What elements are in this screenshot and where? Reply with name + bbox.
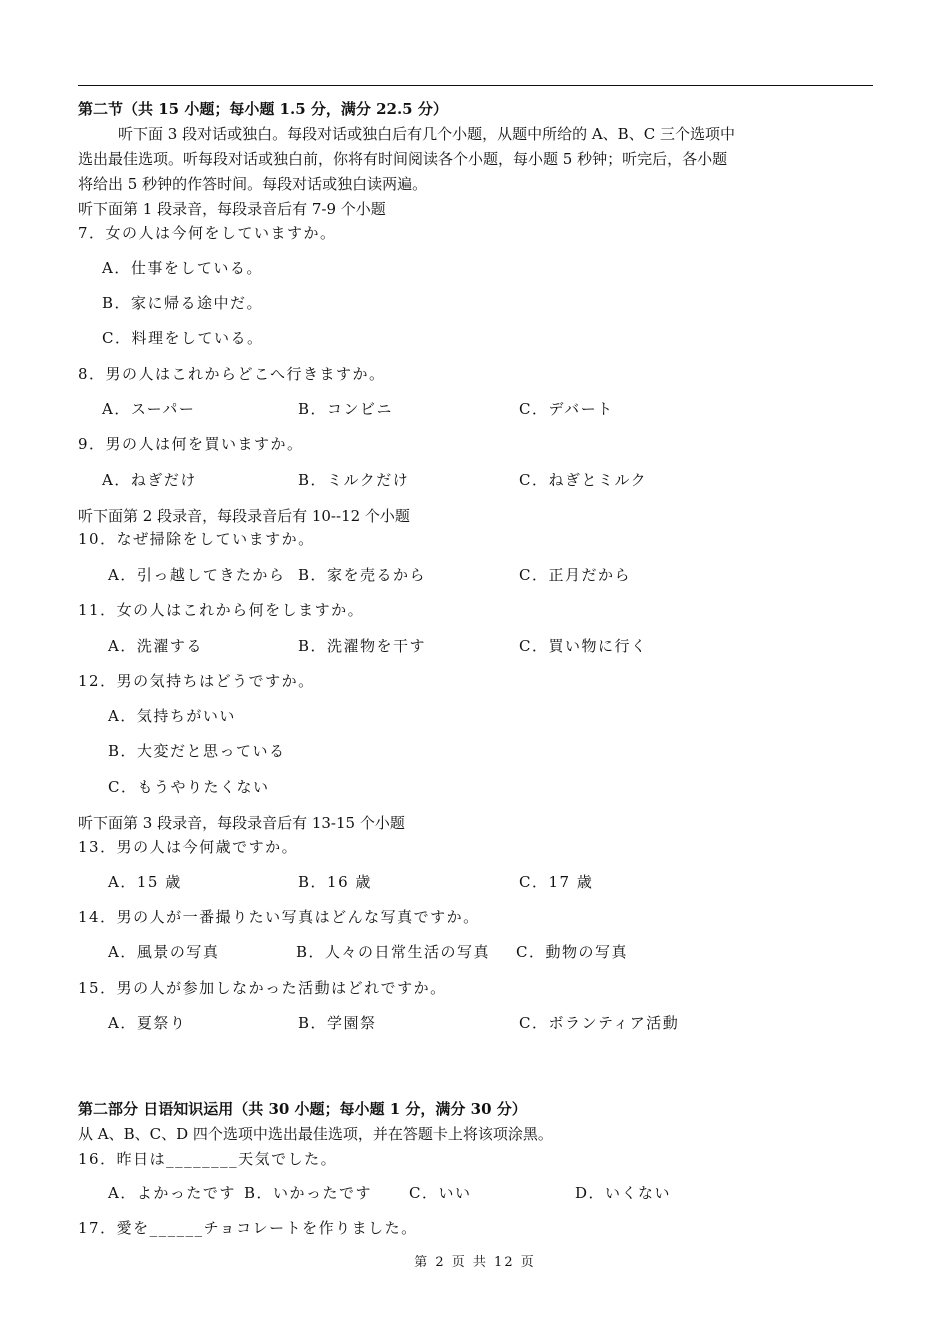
question-10: 10．なぜ掃除をしていますか。 [78,530,315,548]
section-title: 第二节（共 15 小题；每小题 1.5 分，满分 22.5 分） [78,100,448,118]
q13-option-a[interactable]: A．15 歳 [108,873,182,891]
q16-option-a[interactable]: A．よかったです [108,1184,236,1202]
q11-option-b[interactable]: B．洗濯物を干す [298,637,427,655]
q9-option-a[interactable]: A．ねぎだけ [102,471,197,489]
instruction-line-3: 将给出 5 秒钟的作答时间。每段对话或独白读两遍。 [78,175,428,193]
group-3-intro: 听下面第 3 段录音，每段录音后有 13-15 个小题 [78,814,405,832]
q14-option-b[interactable]: B．人々の日常生活の写真 [296,943,491,961]
part2-instruction: 从 A、B、C、D 四个选项中选出最佳选项，并在答题卡上将该项涂黑。 [78,1125,553,1143]
page-footer: 第 2 页 共 12 页 [414,1255,536,1270]
q12-option-c[interactable]: C．もうやりたくない [108,778,270,796]
q7-option-c[interactable]: C．料理をしている。 [102,329,264,347]
q11-option-a[interactable]: A．洗濯する [108,637,203,655]
q16-option-c[interactable]: C．いい [409,1184,472,1202]
q10-option-a[interactable]: A．引っ越してきたから [108,566,286,584]
q9-option-c[interactable]: C．ねぎとミルク [519,471,648,489]
question-16: 16．昨日は________天気でした。 [78,1150,338,1168]
question-17: 17．愛を______チョコレートを作りました。 [78,1219,418,1237]
q15-option-b[interactable]: B．学園祭 [298,1014,377,1032]
q11-option-c[interactable]: C．買い物に行く [519,637,648,655]
question-7: 7．女の人は今何をしていますか。 [78,224,337,242]
q8-option-a[interactable]: A．スーパー [102,400,196,418]
q10-option-b[interactable]: B．家を売るから [298,566,427,584]
instruction-line-1: 听下面 3 段对话或独白。每段对话或独白后有几个小题，从题中所给的 A、B、C 三个选项中 [118,125,735,143]
q9-option-b[interactable]: B．ミルクだけ [298,471,410,489]
q8-option-b[interactable]: B．コンビニ [298,400,394,418]
q7-option-b[interactable]: B．家に帰る途中だ。 [102,294,264,312]
q13-option-b[interactable]: B．16 歳 [298,873,372,891]
question-8: 8．男の人はこれからどこへ行きますか。 [78,365,386,383]
question-14: 14．男の人が一番撮りたい写真はどんな写真ですか。 [78,908,480,926]
q14-option-a[interactable]: A．風景の写真 [108,943,220,961]
q15-option-c[interactable]: C．ボランティア活動 [519,1014,680,1032]
q14-option-c[interactable]: C．動物の写真 [516,943,628,961]
question-13: 13．男の人は今何歳ですか。 [78,838,299,856]
question-9: 9．男の人は何を買いますか。 [78,435,304,453]
q16-option-d[interactable]: D．いくない [575,1184,672,1202]
q7-option-a[interactable]: A．仕事をしている。 [102,259,263,277]
q15-option-a[interactable]: A．夏祭り [108,1014,187,1032]
part2-title: 第二部分 日语知识运用（共 30 小题；每小题 1 分，满分 30 分） [78,1100,527,1118]
question-12: 12．男の気持ちはどうですか。 [78,672,315,690]
q12-option-b[interactable]: B．大変だと思っている [108,742,286,760]
q12-option-a[interactable]: A．気持ちがいい [108,707,236,725]
instruction-line-2: 选出最佳选项。听每段对话或独白前，你将有时间阅读各个小题，每小题 5 秒钟；听完后，各小题 [78,150,728,168]
question-15: 15．男の人が参加しなかった活動はどれですか。 [78,979,447,997]
q8-option-c[interactable]: C．デバート [519,400,614,418]
q13-option-c[interactable]: C．17 歳 [519,873,594,891]
q16-option-b[interactable]: B．いかったです [244,1184,373,1202]
top-rule [78,85,873,86]
q10-option-c[interactable]: C．正月だから [519,566,631,584]
question-11: 11．女の人はこれから何をしますか。 [78,601,365,619]
group-1-intro: 听下面第 1 段录音，每段录音后有 7-9 个小题 [78,200,386,218]
group-2-intro: 听下面第 2 段录音，每段录音后有 10--12 个小题 [78,507,410,525]
